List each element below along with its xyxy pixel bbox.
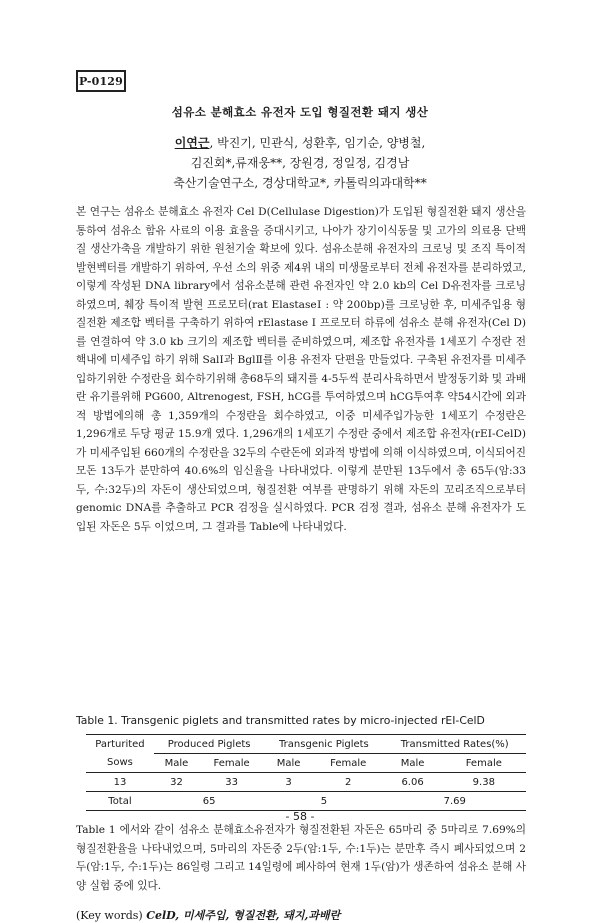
cell-produced-female: 33 xyxy=(199,773,264,792)
cell-rate-male: 6.06 xyxy=(384,773,442,792)
header-parturited: Parturited xyxy=(86,735,154,754)
header-female: Female xyxy=(313,754,384,773)
affiliation-line: 축산기술연구소, 경상대학교*, 카톨릭의과대학** xyxy=(173,176,427,190)
table-total-row xyxy=(86,792,526,811)
cell-total-label: Total xyxy=(86,792,154,811)
cell-total-transgenic: 5 xyxy=(264,792,383,811)
abstract-title: 섬유소 분해효소 유전자 도입 형질전환 돼지 생산 xyxy=(171,105,429,119)
keywords-label: (Key words) xyxy=(76,909,143,922)
header-female: Female xyxy=(199,754,264,773)
cell-sows: 13 xyxy=(86,773,154,792)
abstract-code-box: P-0129 xyxy=(76,70,126,92)
author-line-1 xyxy=(0,133,600,153)
cell-produced-male: 32 xyxy=(154,773,199,792)
cell-transgenic-male: 3 xyxy=(264,773,313,792)
keywords-values: CelD, 미세주입, 형질전환, 돼지,과배란 xyxy=(146,909,341,922)
table-caption: Table 1. Transgenic piglets and transmitted rates by micro-injected rEⅠ-CelD xyxy=(76,714,485,727)
header-male: Male xyxy=(154,754,199,773)
table-row xyxy=(86,773,526,792)
header-transmitted-rates: Transmitted Rates(%) xyxy=(384,735,526,754)
header-sows: Sows xyxy=(86,754,154,773)
header-transgenic-piglets: Transgenic Piglets xyxy=(264,735,383,754)
cell-total-rate: 7.69 xyxy=(384,792,526,811)
presenting-author: 이연근 xyxy=(174,136,210,150)
transgenic-table xyxy=(86,734,526,811)
header-female: Female xyxy=(442,754,526,773)
header-male: Male xyxy=(384,754,442,773)
results-paragraph: Table 1 에서와 같이 섬유소 분해효소유전자가 형질전환된 자돈은 65마리 중 5마리로 7.69%의 형질전환율을 나타내었으며, 5마리의 자돈중 2두(암:1두, 수:1두)는 분만후 즉시 폐사되었으며 2두(암:1두, 수:1두)는 86일령 그리고 14일령에 폐사하여 현재 1두(암)가 생존하여 섬유소 분해 사양 실험 중에 있다. xyxy=(76,824,526,892)
abstract-body: 본 연구는 섬유소 분해효소 유전자 Cel D(Cellulase Digestion)가 도입된 형질전환 돼지 생산을 통하여 섬유소 함유 사료의 이용 효율을 증대시키고, 나아가 장기이식동물 및 고가의 의료용 단백질 생산가축을 개발하기 위한 원천기술 확보에 있다. 섬유소분해 유전자의 크로닝 및 조직 특이적 발현벡터를 개발하기 위하여, 우선 소의 위중 제4위 내의 미생물로부터 전체 유전자를 분리하였고, 이렇게 작성된 DNA library에서 섬유소분해 관련 유전자인 약 2.0 kb의 Cel D유전자를 크로닝하였으며, 췌장 특이적 발현 프로모터(rat ElastaseⅠ : 약 200bp)를 크로닝한 후, 미세주입용 형질전환 제조합 벡터를 구축하기 위하여 rElastase Ⅰ 프로모터 하류에 섬유소 분해 유전자(Cel D)를 연결하여 약 3.0 kb 크기의 제조합 벡터를 준비하였으며, 제조합 유전자를 1세포기 수정란 전핵내에 미세주입 하기 위해 SalⅠ과 BglⅡ를 이용 유전자 단편을 만들었다. 구축된 유전자를 미세주입하기위한 수정란을 회수하기위해 총68두의 돼지를 4-5두씩 분리사육하면서 발정동기화 및 과배란 유기를위해 PG600, Altrenogest, FSH, hCG를 투여하였으며 hCG투여후 약54시간에 외과적 방법에의해 총 1,359개의 수정란을 회수하였고, 이중 미세주입가능한 1세포기 수정란은 1,296개로 두당 평균 15.9개 였다. 1,296개의 1세포기 수정란 중에서 제조합 유전자(rEⅠ-CelD)가 미세주입된 660개의 수정란을 32두의 수란돈에 외과적 방법에 의해 이식하였으며, 이식되어진 모돈 13두가 분만하여 40.6%의 임신율을 나타내었다. 이렇게 분만된 13두에서 총 65두(암:33두, 수:32두)의 자돈이 생산되었으며, 형질전환 여부를 판명하기 위해 자돈의 꼬리조직으로부터 genomic DNA를 추출하고 PCR 검정을 실시하였다. PCR 검정 결과, 섬유소 분해 유전자가 도입된 자돈은 5두 이었으며, 그 결과를 Table에 나타내었다. xyxy=(76,206,526,533)
cell-rate-female: 9.38 xyxy=(442,773,526,792)
author-block xyxy=(0,133,600,193)
table-subheader-row xyxy=(86,754,526,773)
keywords-line xyxy=(76,907,536,923)
author-line-2: 김진회*,류재웅**, 장원경, 정일정, 김경남 xyxy=(190,156,410,170)
page-number: - 58 - xyxy=(285,810,315,823)
cell-total-produced: 65 xyxy=(154,792,264,811)
header-produced-piglets: Produced Piglets xyxy=(154,735,264,754)
cell-transgenic-female: 2 xyxy=(313,773,384,792)
header-male: Male xyxy=(264,754,313,773)
co-authors-1: , 박진기, 민관식, 성환후, 임기순, 양병철, xyxy=(209,136,426,150)
table-header-row xyxy=(86,735,526,754)
